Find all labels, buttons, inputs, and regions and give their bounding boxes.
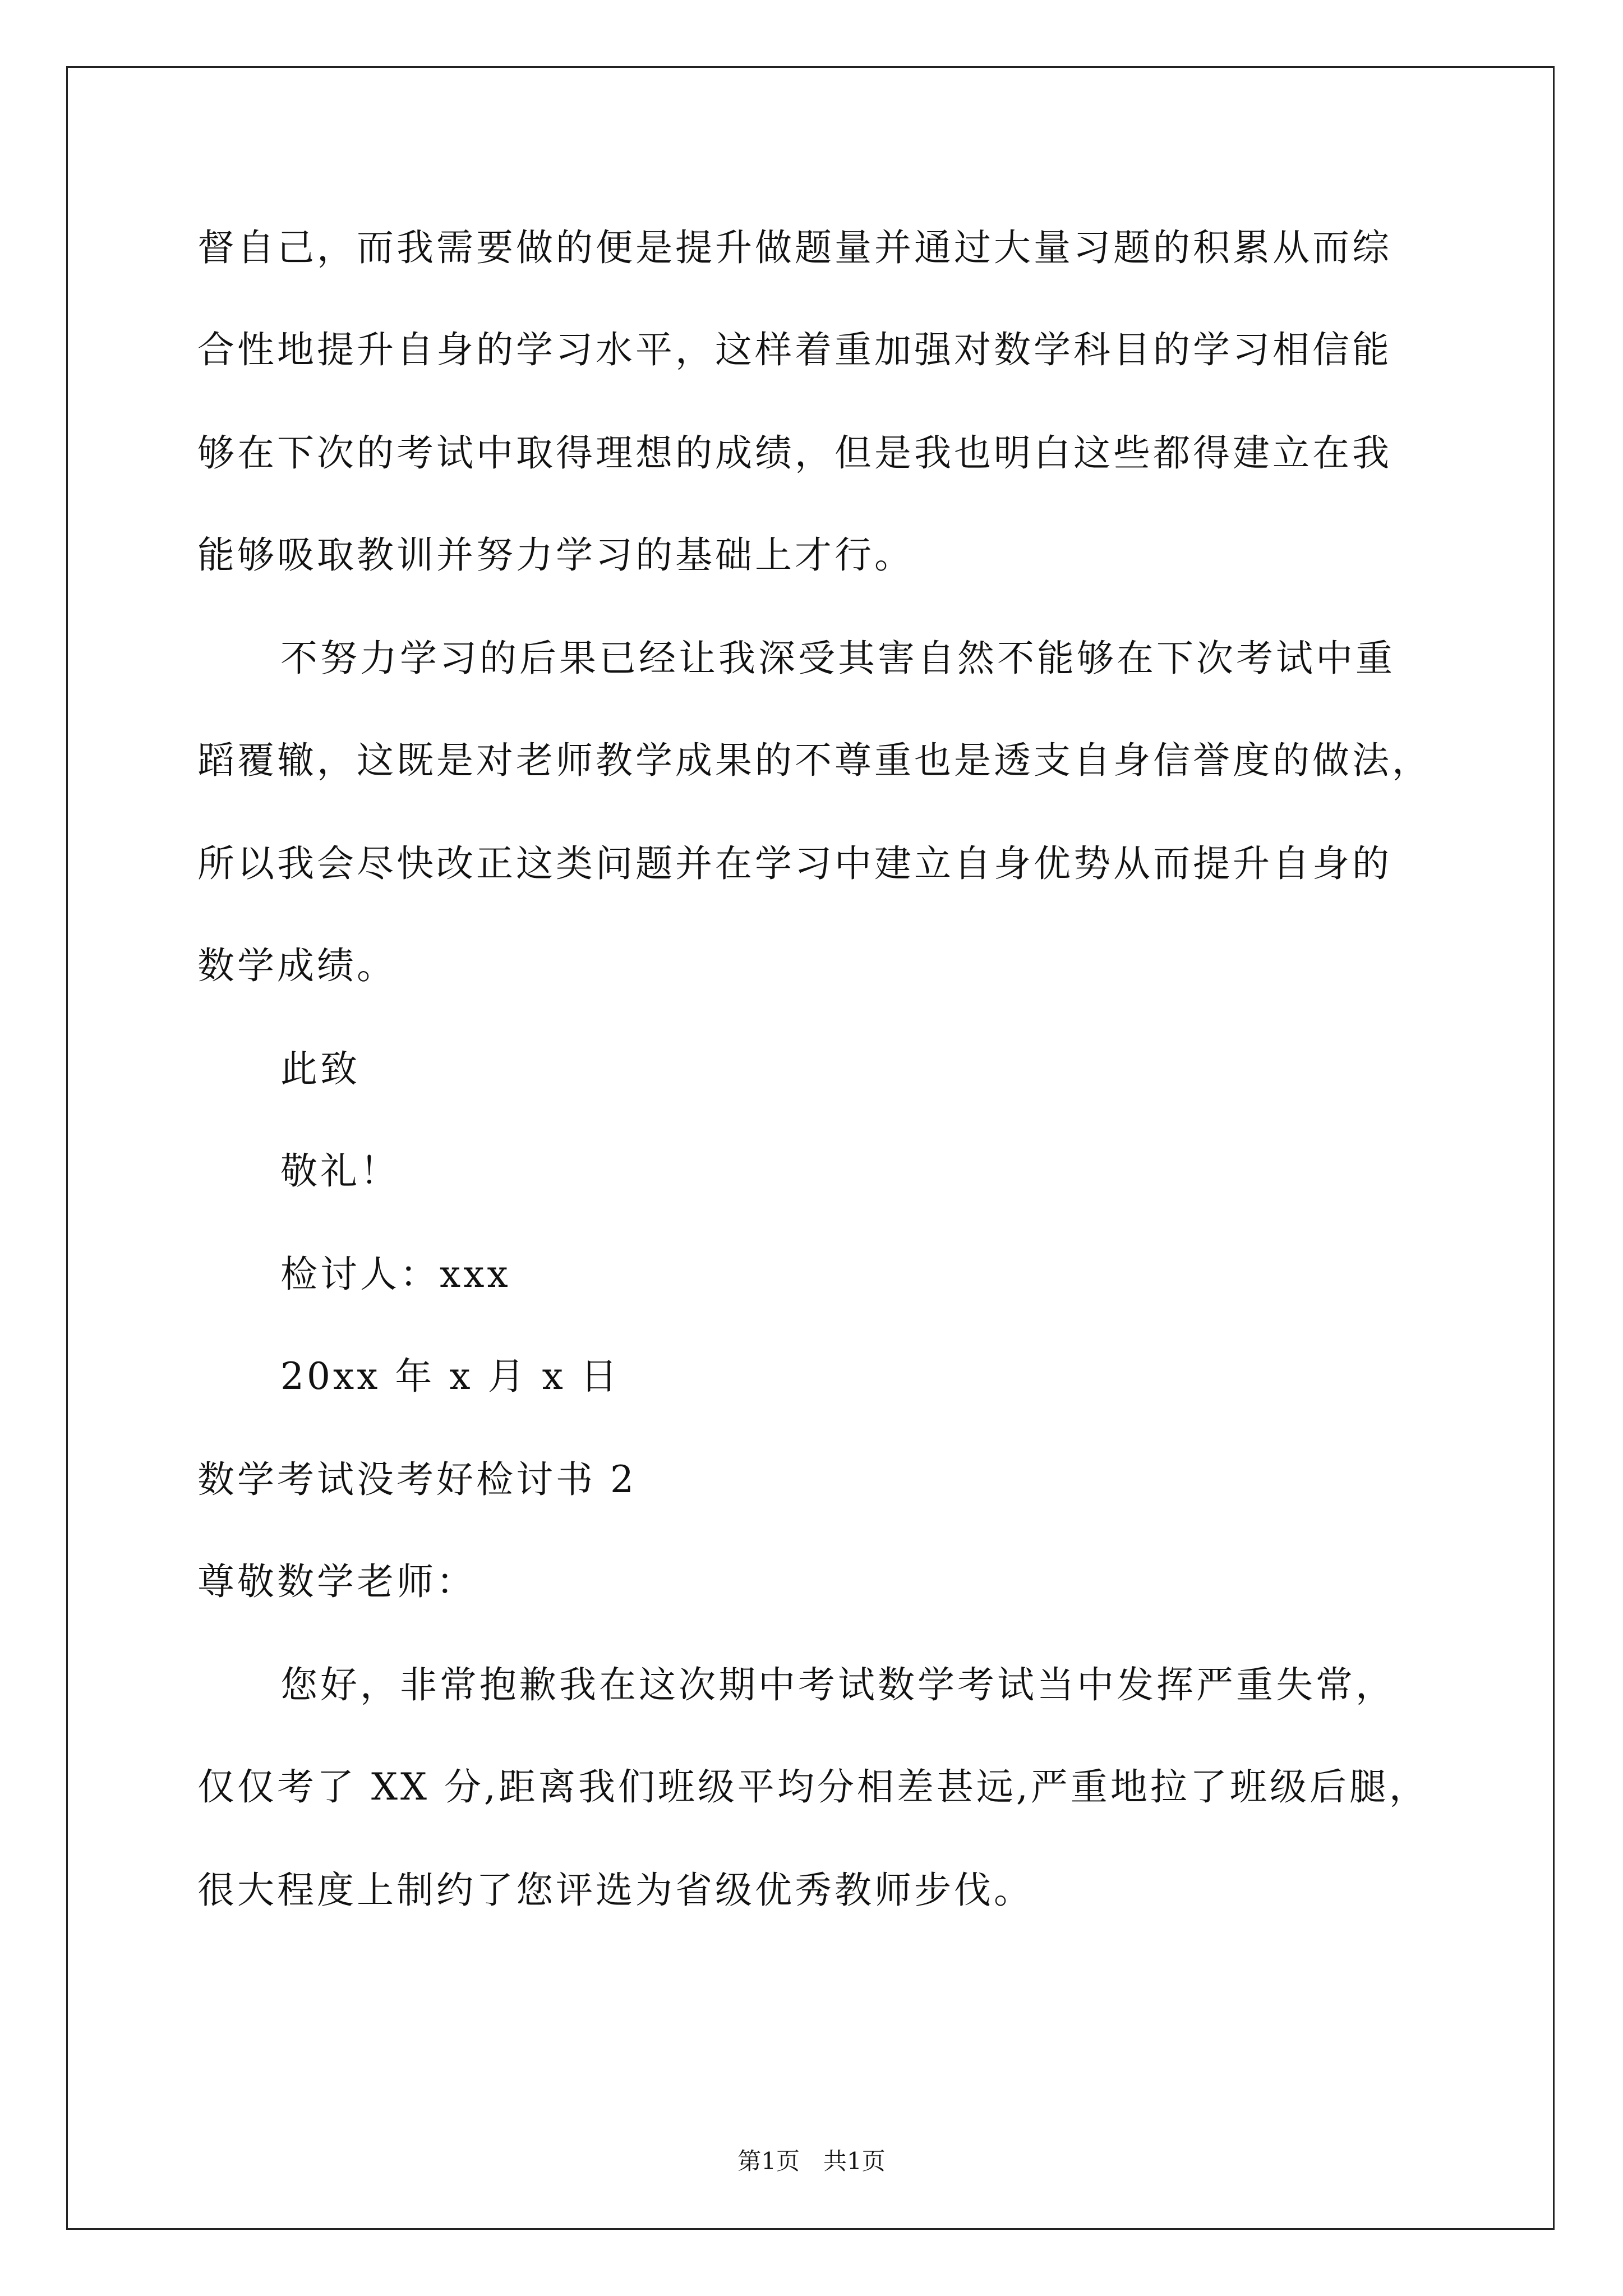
paragraph-line: 够在下次的考试中取得理想的成绩，但是我也明白这些都得建立在我 (197, 431, 1392, 475)
paragraph-line: 合性地提升自身的学习水平，这样着重加强对数学科目的学习相信能 (197, 328, 1392, 371)
paragraph-line: 数学成绩。 (197, 944, 396, 987)
paragraph-line: 能够吸取教训并努力学习的基础上才行。 (197, 533, 914, 577)
paragraph-line: 不努力学习的后果已经让我深受其害自然不能够在下次考试中重 (280, 637, 1395, 680)
page-number-footer: 第1页 共1页 (737, 2147, 886, 2175)
paragraph-line: 所以我会尽快改正这类问题并在学习中建立自身优势从而提升自身的 (197, 842, 1392, 885)
date-line: 20xx 年 x 月 x 日 (280, 1355, 620, 1398)
greeting-line: 尊敬数学老师： (197, 1560, 476, 1603)
closing-regards: 敬礼！ (280, 1149, 400, 1193)
paragraph-line: 仅仅考了 XX 分,距离我们班级平均分相差甚远,严重地拉了班级后腿， (197, 1765, 1429, 1809)
paragraph-line: 督自己，而我需要做的便是提升做题量并通过大量习题的积累从而综 (197, 226, 1392, 269)
paragraph-line: 很大程度上制约了您评选为省级优秀教师步伐。 (197, 1869, 1034, 1912)
paragraph-line: 您好，非常抱歉我在这次期中考试数学考试当中发挥严重失常， (280, 1663, 1395, 1706)
closing-salutation: 此致 (280, 1047, 360, 1091)
paragraph-line: 蹈覆辙，这既是对老师教学成果的不尊重也是透支自身信誉度的做法， (197, 739, 1432, 782)
signer-line: 检讨人：xxx (280, 1253, 511, 1296)
section-title: 数学考试没考好检讨书 2 (197, 1458, 637, 1501)
